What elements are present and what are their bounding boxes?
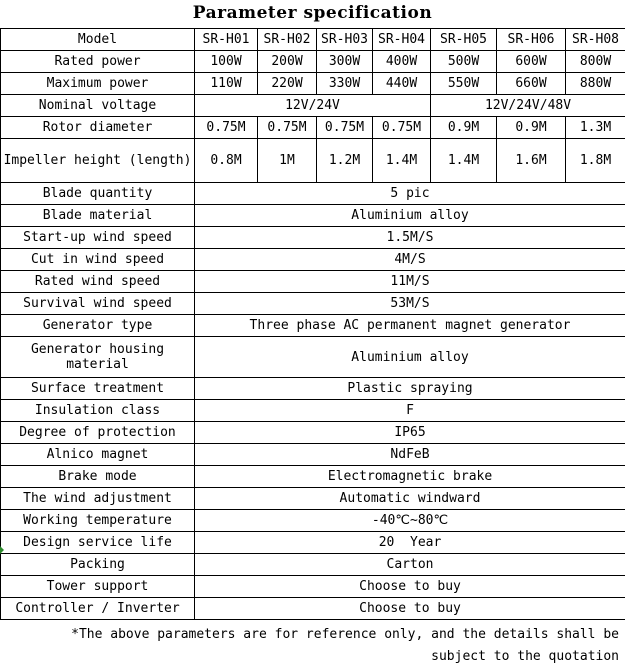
table-row (1, 227, 625, 249)
row-label: Blade quantity (1, 183, 195, 205)
table-row (1, 444, 625, 466)
value-cell: 1.3M (566, 117, 625, 139)
value-cell: 300W (317, 51, 373, 73)
row-label: Model (1, 29, 195, 51)
value-cell: 110W (195, 73, 258, 95)
value-cell: 1.6M (497, 139, 566, 183)
value-cell: 5 pic (195, 183, 625, 205)
row-label: Nominal voltage (1, 95, 195, 117)
row-label: Generator type (1, 315, 195, 337)
value-cell: 800W (566, 51, 625, 73)
model-cell: SR-H04 (373, 29, 431, 51)
value-cell: Carton (195, 554, 625, 576)
table-row (1, 510, 625, 532)
model-cell: SR-H02 (258, 29, 317, 51)
value-cell: 0.9M (431, 117, 497, 139)
value-cell: 0.8M (195, 139, 258, 183)
row-label: Maximum power (1, 73, 195, 95)
row-label: Controller / Inverter (1, 598, 195, 620)
row-label: Alnico magnet (1, 444, 195, 466)
table-row (1, 466, 625, 488)
row-label: Generator housing material (1, 337, 195, 378)
value-cell: Electromagnetic brake (195, 466, 625, 488)
row-label: Rotor diameter (1, 117, 195, 139)
value-cell: NdFeB (195, 444, 625, 466)
value-cell: 400W (373, 51, 431, 73)
value-cell: 660W (497, 73, 566, 95)
value-cell: 1.5M/S (195, 227, 625, 249)
value-cell: 0.75M (317, 117, 373, 139)
value-cell: Choose to buy (195, 576, 625, 598)
value-cell: Plastic spraying (195, 378, 625, 400)
value-cell: Choose to buy (195, 598, 625, 620)
value-cell: 0.75M (258, 117, 317, 139)
value-cell: IP65 (195, 422, 625, 444)
table-row (1, 205, 625, 227)
value-cell: 12V/24V/48V (431, 95, 625, 117)
value-cell: 500W (431, 51, 497, 73)
row-label: Rated power (1, 51, 195, 73)
value-cell: 550W (431, 73, 497, 95)
model-cell: SR-H05 (431, 29, 497, 51)
row-label: Degree of protection (1, 422, 195, 444)
row-label: Design service life (1, 532, 195, 554)
row-label: Blade material (1, 205, 195, 227)
table-row (1, 598, 625, 620)
value-cell: 4M/S (195, 249, 625, 271)
row-label: Impeller height (length) (1, 139, 195, 183)
value-cell: 100W (195, 51, 258, 73)
page-title: Parameter specification (192, 3, 433, 23)
spec-table (0, 28, 625, 620)
model-cell: SR-H01 (195, 29, 258, 51)
table-row-rotor-diameter (1, 117, 625, 139)
model-cell: SR-H08 (566, 29, 625, 51)
value-cell: 1.2M (317, 139, 373, 183)
table-row-nominal-voltage (1, 95, 625, 117)
table-row-rated-power (1, 51, 625, 73)
table-row (1, 378, 625, 400)
table-row (1, 576, 625, 598)
table-row-impeller-height (1, 139, 625, 183)
table-row (1, 249, 625, 271)
row-label: Insulation class (1, 400, 195, 422)
table-row-maximum-power (1, 73, 625, 95)
value-cell: 0.75M (373, 117, 431, 139)
value-cell: 1.4M (431, 139, 497, 183)
table-row (1, 293, 625, 315)
row-label: Packing (1, 554, 195, 576)
table-row (1, 422, 625, 444)
table-row (1, 532, 625, 554)
value-cell: 20 Year (195, 532, 625, 554)
value-cell: 1.8M (566, 139, 625, 183)
table-row (1, 183, 625, 205)
value-cell: 0.75M (195, 117, 258, 139)
model-cell: SR-H06 (497, 29, 566, 51)
row-label: Survival wind speed (1, 293, 195, 315)
value-cell: 0.9M (497, 117, 566, 139)
footnote-line: subject to the quotation (431, 649, 619, 664)
value-cell: 53M/S (195, 293, 625, 315)
row-label: Surface treatment (1, 378, 195, 400)
row-label: The wind adjustment (1, 488, 195, 510)
row-label: Tower support (1, 576, 195, 598)
cell-marker-icon (0, 546, 4, 554)
value-cell: 11M/S (195, 271, 625, 293)
table-row (1, 400, 625, 422)
row-label: Working temperature (1, 510, 195, 532)
table-row (1, 554, 625, 576)
value-cell: -40℃~80℃ (195, 510, 625, 532)
value-cell: Aluminium alloy (195, 205, 625, 227)
value-cell: 330W (317, 73, 373, 95)
value-cell: F (195, 400, 625, 422)
value-cell: Aluminium alloy (195, 337, 625, 378)
table-row (1, 271, 625, 293)
footnote (19, 624, 619, 668)
row-label: Start-up wind speed (1, 227, 195, 249)
table-row (1, 337, 625, 378)
value-cell: 880W (566, 73, 625, 95)
value-cell: Three phase AC permanent magnet generator (195, 315, 625, 337)
value-cell: 220W (258, 73, 317, 95)
value-cell: 200W (258, 51, 317, 73)
row-label: Rated wind speed (1, 271, 195, 293)
value-cell: 12V/24V (195, 95, 431, 117)
value-cell: Automatic windward (195, 488, 625, 510)
table-row (1, 315, 625, 337)
value-cell: 600W (497, 51, 566, 73)
table-row-model (1, 29, 625, 51)
value-cell: 1M (258, 139, 317, 183)
value-cell: 1.4M (373, 139, 431, 183)
row-label: Brake mode (1, 466, 195, 488)
value-cell: 440W (373, 73, 431, 95)
table-row (1, 488, 625, 510)
footnote-line: *The above parameters are for reference only, and the details shall be (71, 627, 619, 642)
model-cell: SR-H03 (317, 29, 373, 51)
row-label: Cut in wind speed (1, 249, 195, 271)
